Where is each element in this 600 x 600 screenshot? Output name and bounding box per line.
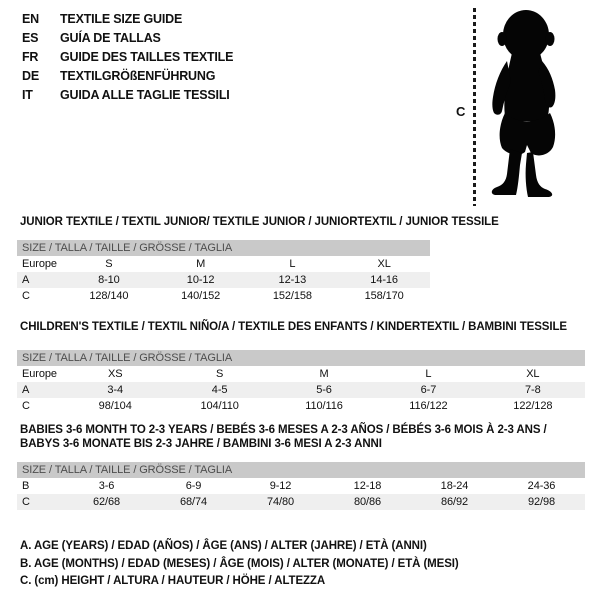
row-label: A bbox=[22, 384, 30, 396]
language-code: DE bbox=[22, 69, 39, 83]
size-cell: M bbox=[319, 368, 329, 380]
size-cell: 104/110 bbox=[200, 400, 239, 412]
size-cell: 86/92 bbox=[440, 496, 469, 508]
language-title: TEXTILGRÖßENFÜHRUNG bbox=[60, 69, 216, 83]
size-cell: 5-6 bbox=[316, 384, 332, 396]
language-code: IT bbox=[22, 88, 33, 102]
language-row bbox=[22, 10, 233, 29]
height-dashed-line bbox=[473, 8, 476, 206]
language-title: GUÍA DE TALLAS bbox=[60, 31, 161, 45]
size-cell: 74/80 bbox=[266, 496, 295, 508]
size-cell: M bbox=[196, 258, 206, 270]
size-cell: 140/152 bbox=[181, 290, 221, 302]
size-cell: 3-6 bbox=[98, 480, 115, 492]
language-code: ES bbox=[22, 31, 39, 45]
baby-silhouette-icon bbox=[481, 8, 573, 206]
table-row bbox=[17, 288, 430, 304]
size-cell: 4-5 bbox=[211, 384, 228, 396]
size-cell: 68/74 bbox=[179, 496, 208, 508]
size-cell: 12-18 bbox=[353, 480, 382, 492]
language-title: GUIDE DES TAILLES TEXTILE bbox=[60, 50, 234, 64]
row-label: C bbox=[22, 400, 30, 412]
table-row bbox=[17, 398, 585, 414]
language-title: GUIDA ALLE TAGLIE TESSILI bbox=[60, 88, 230, 102]
footnote-c: C. (cm) HEIGHT / ALTURA / HAUTEUR / HÖHE / ALTEZZA bbox=[20, 575, 326, 587]
size-cell: XL bbox=[377, 258, 391, 270]
junior-size-table bbox=[17, 240, 430, 304]
size-cell: 116/122 bbox=[409, 400, 448, 412]
size-cell: 9-12 bbox=[269, 480, 292, 492]
size-cell: 14-16 bbox=[370, 274, 398, 286]
table-row bbox=[17, 272, 430, 288]
size-cell: 122/128 bbox=[513, 400, 553, 412]
size-cell: 24-36 bbox=[527, 480, 556, 492]
row-label: C bbox=[22, 496, 30, 508]
section-title-junior: JUNIOR TEXTILE / TEXTIL JUNIOR/ TEXTILE JUNIOR / JUNIORTEXTIL / JUNIOR TESSILE bbox=[20, 216, 499, 228]
language-row bbox=[22, 48, 233, 67]
language-row bbox=[22, 67, 233, 86]
table-row bbox=[17, 494, 585, 510]
size-cell: 62/68 bbox=[92, 496, 121, 508]
language-list bbox=[22, 10, 233, 105]
section-title-children: CHILDREN'S TEXTILE / TEXTIL NIÑO/A / TEXTILE DES ENFANTS / KINDERTEXTIL / BAMBINI TESSILE bbox=[20, 321, 567, 333]
row-label: B bbox=[22, 480, 30, 492]
babies-size-table bbox=[17, 462, 585, 510]
row-label: Europe bbox=[22, 258, 57, 270]
size-cell: 158/170 bbox=[364, 290, 404, 302]
table-row bbox=[17, 256, 430, 272]
size-header-bar: SIZE / TALLA / TAILLE / GRÖSSE / TAGLIA bbox=[17, 462, 585, 478]
language-code: EN bbox=[22, 12, 39, 26]
section-title-babies bbox=[20, 424, 547, 451]
size-cell: S bbox=[215, 368, 224, 380]
size-cell: 8-10 bbox=[98, 274, 120, 286]
size-cell: 18-24 bbox=[440, 480, 469, 492]
size-cell: 12-13 bbox=[278, 274, 307, 286]
size-cell: 3-4 bbox=[107, 384, 123, 396]
size-cell: L bbox=[289, 258, 296, 270]
row-label: Europe bbox=[22, 368, 57, 380]
language-row bbox=[22, 86, 233, 105]
size-header-bar: SIZE / TALLA / TAILLE / GRÖSSE / TAGLIA bbox=[17, 240, 430, 256]
size-cell: 6-9 bbox=[185, 480, 202, 492]
size-cell: 6-7 bbox=[420, 384, 437, 396]
language-code: FR bbox=[22, 50, 39, 64]
table-row bbox=[17, 366, 585, 382]
size-cell: 98/104 bbox=[98, 400, 132, 412]
size-cell: 128/140 bbox=[89, 290, 129, 302]
size-cell: 92/98 bbox=[527, 496, 556, 508]
row-label: C bbox=[22, 290, 30, 302]
row-label: A bbox=[22, 274, 30, 286]
size-cell: S bbox=[105, 258, 113, 270]
size-cell: 110/116 bbox=[305, 400, 343, 412]
table-row bbox=[17, 382, 585, 398]
size-cell: L bbox=[425, 368, 432, 380]
height-measure-label: C bbox=[456, 104, 466, 119]
language-row bbox=[22, 29, 233, 48]
size-cell: 152/158 bbox=[272, 290, 312, 302]
size-cell: 7-8 bbox=[525, 384, 541, 396]
size-cell: 80/86 bbox=[353, 496, 382, 508]
footnote-b: B. AGE (MONTHS) / EDAD (MESES) / ÂGE (MOIS) / ALTER (MONATE) / ETÀ (MESI) bbox=[20, 557, 459, 570]
size-header-bar: SIZE / TALLA / TAILLE / GRÖSSE / TAGLIA bbox=[17, 350, 585, 366]
section-title-line: BABIES 3-6 MONTH TO 2-3 YEARS / BEBÉS 3-6 MESES A 2-3 AÑOS / BÉBÉS 3-6 MOIS À 2-3 ANS / bbox=[20, 424, 547, 436]
children-size-table bbox=[17, 350, 585, 414]
size-cell: XL bbox=[526, 368, 540, 380]
size-cell: XS bbox=[107, 368, 123, 380]
size-cell: 10-12 bbox=[186, 274, 215, 286]
footnote-a: A. AGE (YEARS) / EDAD (AÑOS) / ÂGE (ANS) / ALTER (JAHRE) / ETÀ (ANNI) bbox=[20, 540, 427, 552]
table-row bbox=[17, 478, 585, 494]
footnotes bbox=[20, 538, 459, 591]
section-title-line: BABYS 3-6 MONATE BIS 2-3 JAHRE / BAMBINI 3-6 MESI A 2-3 ANNI bbox=[20, 437, 382, 450]
language-title: TEXTILE SIZE GUIDE bbox=[60, 12, 183, 26]
